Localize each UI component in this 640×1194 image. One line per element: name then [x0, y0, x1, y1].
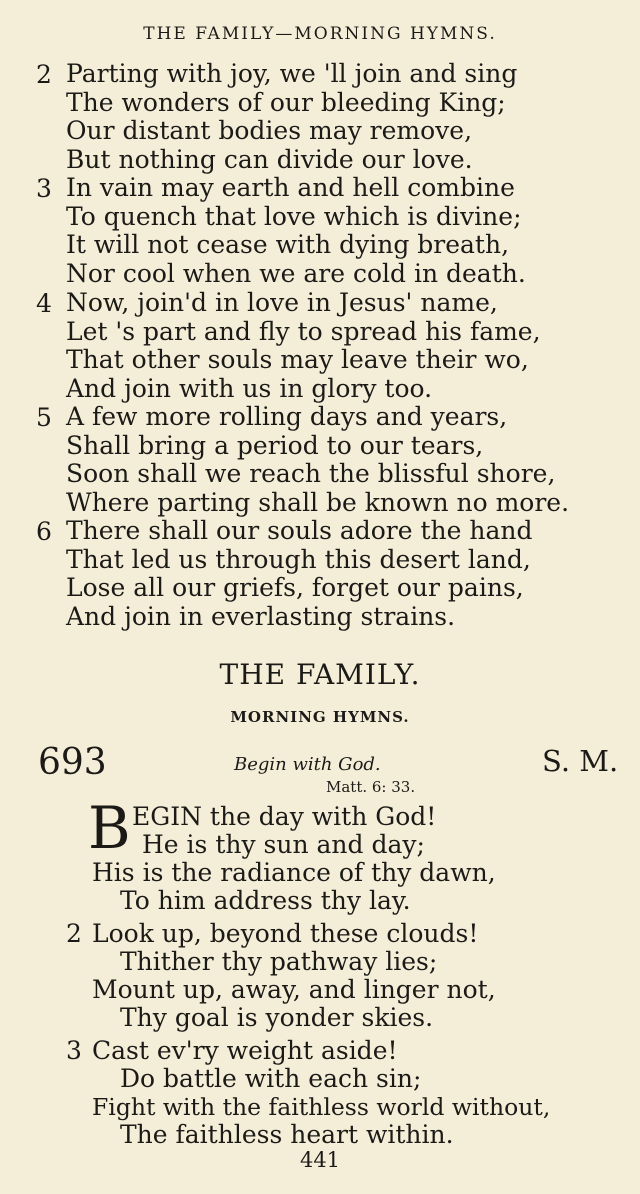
verse-line: Do battle with each sin; — [120, 1064, 422, 1093]
verse-line: Fight with the faithless world without, — [92, 1093, 551, 1121]
hymn-title: Begin with God. — [234, 754, 381, 775]
verse-6 — [36, 517, 533, 631]
verse-line: And join with us in glory too. — [66, 373, 433, 403]
verse-line: Mount up, away, and linger not, — [92, 975, 496, 1004]
verse-number: 3 — [36, 174, 52, 203]
verse-line: Cast ev'ry weight aside! — [92, 1036, 398, 1065]
verse-number: 3 — [66, 1036, 82, 1065]
verse-line: To quench that love which is divine; — [66, 201, 522, 231]
verse-number: 6 — [36, 517, 52, 546]
verse-line: The wonders of our bleeding King; — [66, 87, 506, 117]
verse-line: But nothing can divide our love. — [66, 144, 473, 174]
verse-line: Soon shall we reach the blissful shore, — [66, 459, 556, 489]
verse-line: Where parting shall be known no more. — [66, 487, 570, 517]
verse-2 — [36, 60, 517, 174]
verse-line: Thither thy pathway lies; — [120, 947, 438, 976]
verse-line: Now, join'd in love in Jesus' name, — [66, 288, 498, 317]
verse-line: It will not cease with dying breath, — [66, 230, 510, 260]
verse-line: That led us through this desert land, — [66, 544, 531, 574]
verse-line: In vain may earth and hell combine — [66, 173, 515, 202]
scripture-reference: Matt. 6: 33. — [326, 778, 416, 796]
verse-line: A few more rolling days and years, — [66, 402, 508, 431]
verse-line: Thy goal is yonder skies. — [120, 1003, 434, 1032]
verse-line: And join in everlasting strains. — [66, 601, 456, 631]
verse-number: 2 — [36, 60, 52, 89]
verse-number: 5 — [36, 403, 52, 432]
verse-4 — [36, 289, 541, 403]
verse-line: Shall bring a period to our tears, — [66, 430, 484, 460]
verse-number: 4 — [36, 289, 52, 318]
verse-line: Parting with joy, we 'll join and sing — [66, 59, 518, 88]
section-title: THE FAMILY. — [219, 658, 421, 691]
verse-line: To him address thy lay. — [120, 886, 411, 915]
drop-cap: B — [88, 794, 131, 862]
verse-line: Lose all our griefs, forget our pains, — [66, 573, 524, 603]
verse-line: There shall our souls adore the hand — [66, 516, 533, 545]
hymn-meter: S. M. — [542, 744, 619, 778]
running-head: THE FAMILY—MORNING HYMNS. — [143, 24, 497, 44]
verse-line: Our distant bodies may remove, — [66, 116, 473, 146]
verse-number: 2 — [66, 919, 82, 948]
page-number: 441 — [299, 1148, 341, 1172]
verse-line: He is thy sun and day; — [142, 830, 425, 859]
verse-line: His is the radiance of thy dawn, — [92, 858, 496, 887]
verse-line: That other souls may leave their wo, — [66, 345, 529, 375]
verse-line: Let 's part and fly to spread his fame, — [66, 316, 541, 346]
verse-5 — [36, 403, 569, 517]
verse-line: Nor cool when we are cold in death. — [66, 258, 526, 288]
verse-3 — [36, 174, 526, 288]
verse-line: Look up, beyond these clouds! — [92, 919, 479, 948]
hymn-number: 693 — [38, 742, 107, 783]
section-subtitle: MORNING HYMNS. — [230, 708, 410, 726]
verse-line: The faithless heart within. — [120, 1120, 454, 1149]
verse-line: EGIN the day with God! — [132, 802, 437, 831]
